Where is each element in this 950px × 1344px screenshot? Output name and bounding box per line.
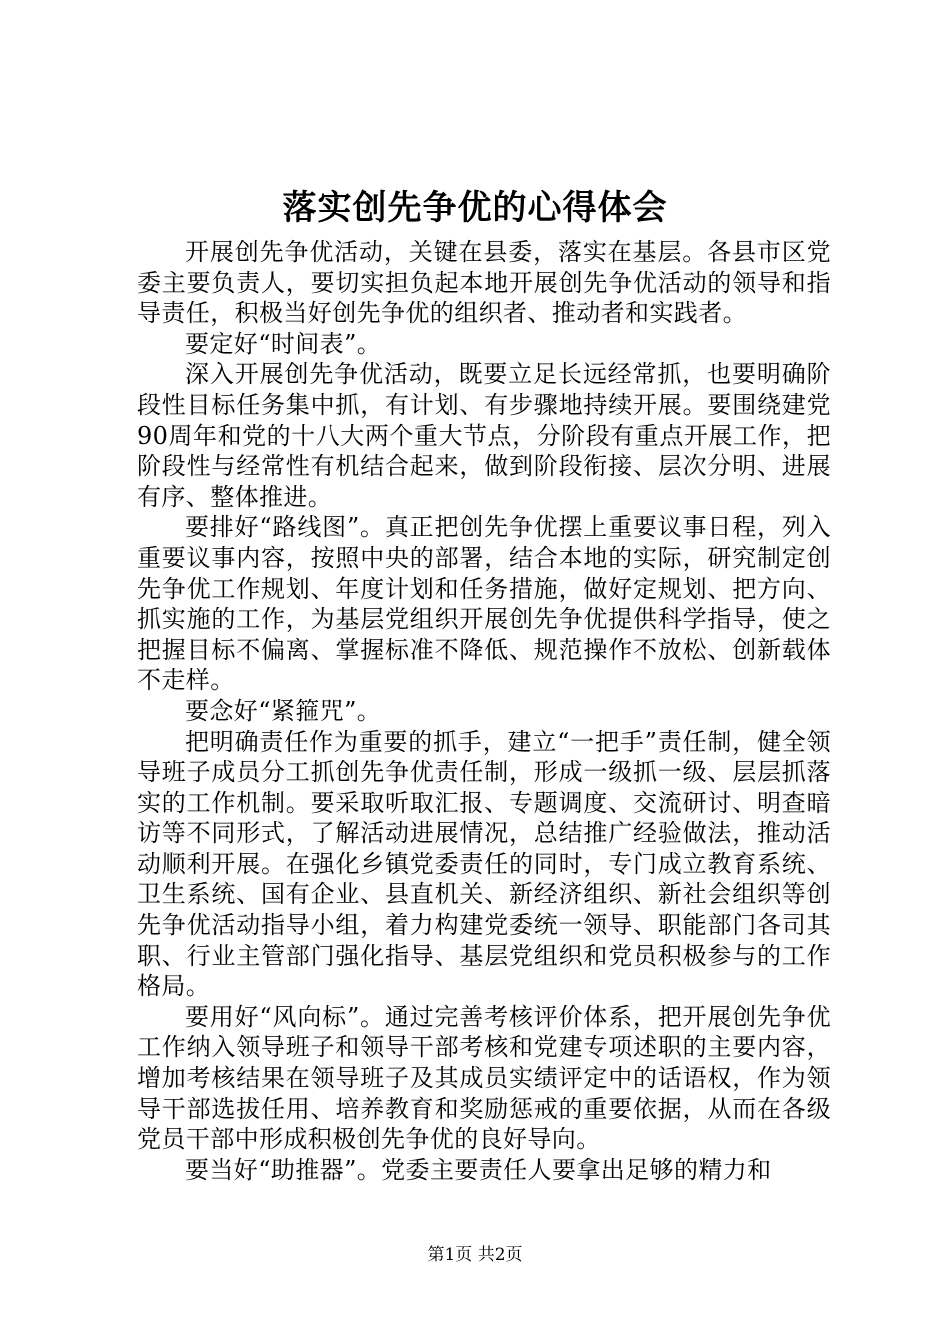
paragraph: 把明确责任作为重要的抓手，建立“一把手”责任制，健全领导班子成员分工抓创先争优责任制，形成一级抓一级、层层抓落实的工作机制。要采取听取汇报、专题调度、交流研讨、明查暗访等不同形式，了解活动进展情况，总结推广经验做法，推动活动顺利开展。在强化乡镇党委责任的同时，专门成立教育系统、卫生系统、国有企业、县直机关、新经济组织、新社会组织等创先争优活动指导小组，着力构建党委统一领导、职能部门各司其职、行业主管部门强化指导、基层党组织和党员积极参与的工作格局。 — [137, 727, 831, 1001]
page-indicator: 第1页 共2页 — [427, 1245, 523, 1265]
paragraph: 深入开展创先争优活动，既要立足长远经常抓，也要明确阶段性目标任务集中抓，有计划、有步骤地持续开展。要围绕建党90周年和党的十八大两个重大节点，分阶段有重点开展工作，把阶段性与经常性有机结合起来，做到阶段衔接、层次分明、进展有序、整体推进。 — [137, 360, 831, 511]
paragraph: 要念好“紧箍咒”。 — [185, 696, 382, 725]
paragraph: 要定好“时间表”。 — [185, 329, 382, 358]
paragraph: 开展创先争优活动，关键在县委，落实在基层。各县市区党委主要负责人，要切实担负起本地开展创先争优活动的领导和指导责任，积极当好创先争优的组织者、推动者和实践者。 — [137, 238, 831, 328]
paragraph: 要用好“风向标”。通过完善考核评价体系，把开展创先争优工作纳入领导班子和领导干部考核和党建专项述职的主要内容，增加考核结果在领导班子及其成员实绩评定中的话语权，作为领导干部选拔任用、培养教育和奖励惩戒的重要依据，从而在各级党员干部中形成积极创先争优的良好导向。 — [137, 1002, 831, 1154]
document-body — [137, 237, 831, 1185]
document-title: 落实创先争优的心得体会 — [282, 188, 668, 228]
paragraph: 要当好“助推器”。党委主要责任人要拿出足够的精力和 — [185, 1155, 772, 1184]
paragraph: 要排好“路线图”。真正把创先争优摆上重要议事日程，列入重要议事内容，按照中央的部署，结合本地的实际，研究制定创先争优工作规划、年度计划和任务措施，做好定规划、把方向、抓实施的工作，为基层党组织开展创先争优提供科学指导，使之把握目标不偏离、掌握标准不降低、规范操作不放松、创新载体不走样。 — [137, 513, 831, 695]
